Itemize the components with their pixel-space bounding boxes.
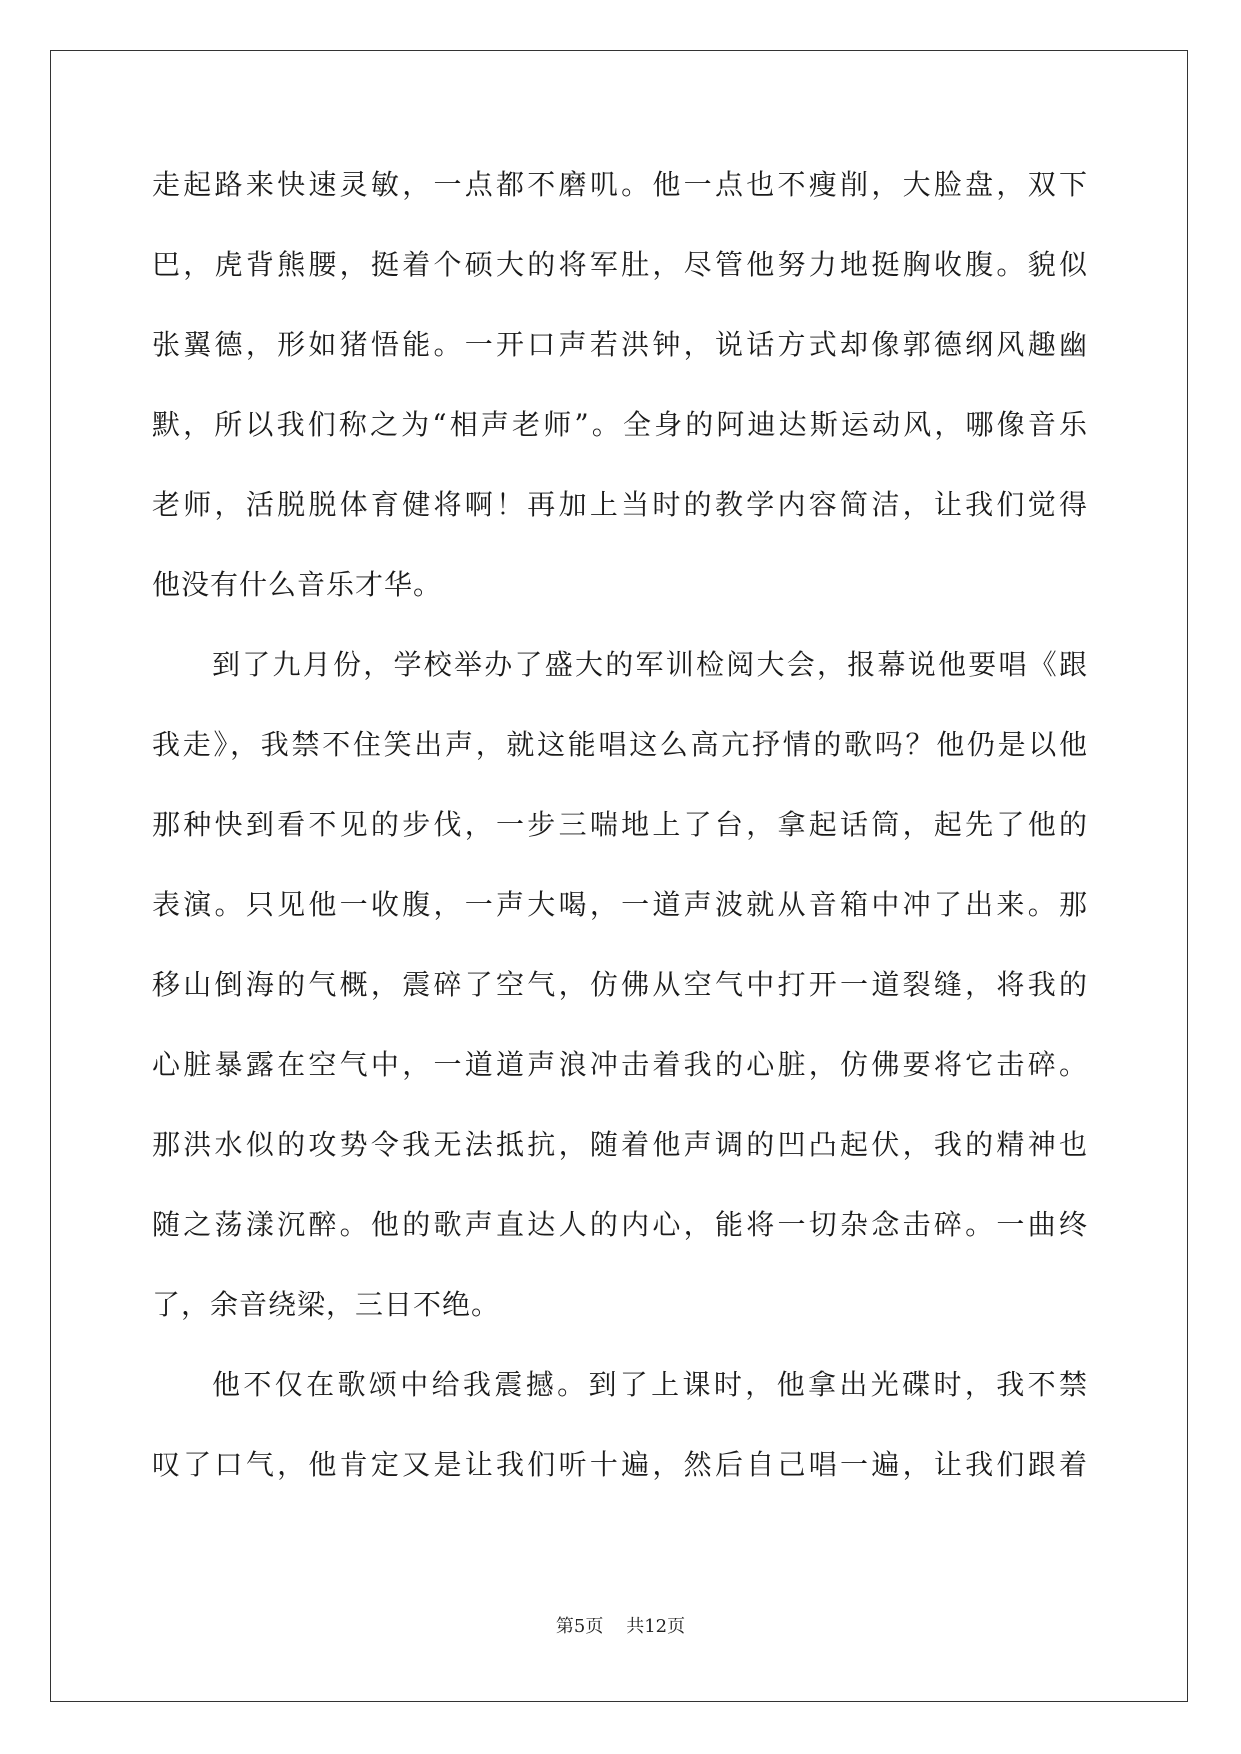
page-number: 第5页 (555, 1616, 604, 1637)
text-line: 随之荡漾沉醉。他的歌声直达人的内心，能将一切杂念击碎。一曲终 (152, 1208, 1088, 1241)
text-line: 移山倒海的气概，震碎了空气，仿佛从空气中打开一道裂缝，将我的 (152, 968, 1088, 1001)
text-line: 我走》，我禁不住笑出声，就这能唱这么高亢抒情的歌吗？他仍是以他 (152, 728, 1088, 761)
text-line: 巴，虎背熊腰，挺着个硕大的将军肚，尽管他努力地挺胸收腹。貌似 (152, 248, 1088, 281)
text-line: 心脏暴露在空气中，一道道声浪冲击着我的心脏，仿佛要将它击碎。 (152, 1048, 1088, 1081)
document-body (152, 160, 1088, 1520)
text-line: 他没有什么音乐才华。 (152, 568, 443, 601)
text-line: 老师，活脱脱体育健将啊！再加上当时的教学内容简洁，让我们觉得 (152, 488, 1088, 521)
page-footer (0, 1612, 1241, 1638)
text-line: 到了九月份，学校举办了盛大的军训检阅大会，报幕说他要唱《跟 (212, 648, 1088, 681)
text-line: 走起路来快速灵敏，一点都不磨叽。他一点也不瘦削，大脸盘，双下 (152, 168, 1088, 201)
text-line: 默，所以我们称之为“相声老师”。全身的阿迪达斯运动风，哪像音乐 (152, 408, 1088, 441)
text-line: 了，余音绕梁，三日不绝。 (152, 1288, 501, 1321)
text-line: 他不仅在歌颂中给我震撼。到了上课时，他拿出光碟时，我不禁 (212, 1368, 1088, 1401)
text-line: 那洪水似的攻势令我无法抵抗，随着他声调的凹凸起伏，我的精神也 (152, 1128, 1088, 1161)
text-line: 叹了口气，他肯定又是让我们听十遍，然后自己唱一遍，让我们跟着 (152, 1448, 1088, 1481)
text-line: 那种快到看不见的步伐，一步三喘地上了台，拿起话筒，起先了他的 (152, 808, 1088, 841)
page-total: 共12页 (626, 1616, 686, 1637)
text-line: 表演。只见他一收腹，一声大喝，一道声波就从音箱中冲了出来。那 (152, 888, 1088, 921)
text-line: 张翼德，形如猪悟能。一开口声若洪钟，说话方式却像郭德纲风趣幽 (152, 328, 1088, 361)
